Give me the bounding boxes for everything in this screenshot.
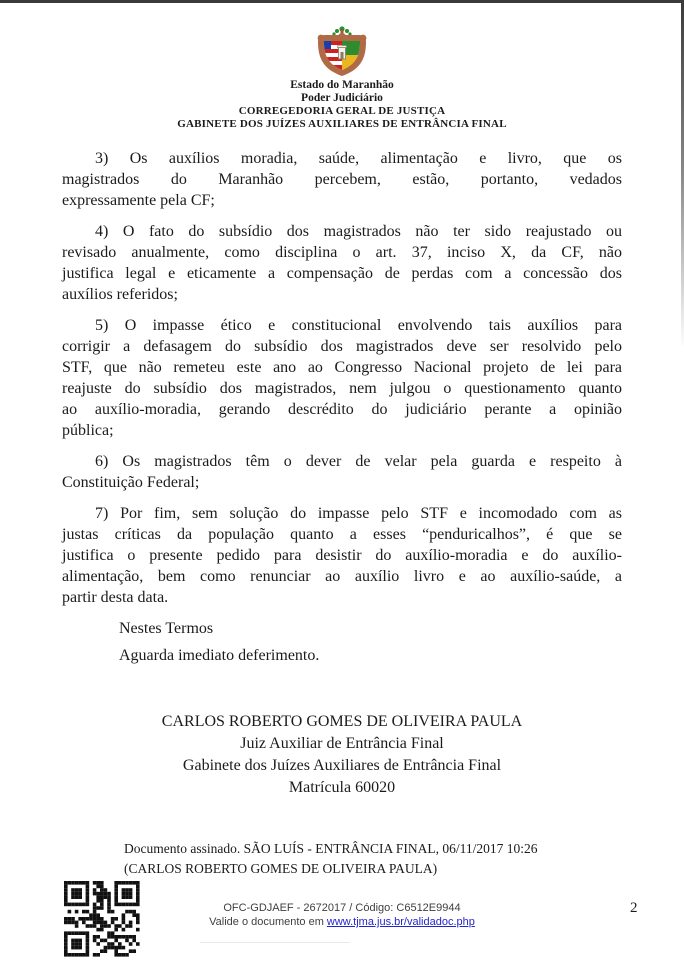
- signature-name: CARLOS ROBERTO GOMES DE OLIVEIRA PAULA: [161, 713, 523, 730]
- footer-center: [0, 901, 684, 929]
- closing-line-deferment: Aguarda imediato deferimento.: [119, 647, 320, 664]
- paragraph: 5) O impasse ético e constitucional envolvendo tais auxílios para corrigir a defasagem do subsídio dos magistrados deve ser resolvido pelo STF, que não remeteu este ano ao Congresso Nacional projeto de lei para reajuste do subsídio dos magistrados, nem julgou o questionamento quanto ao auxílio-moradia, gerando descrédito do judiciário perante a opinião pública;: [62, 317, 622, 439]
- paragraph: 6) Os magistrados têm o dever de velar pela guarda e respeito à Constituição Federal;: [62, 453, 622, 491]
- org-line-department: CORREGEDORIA GERAL DE JUSTIÇA: [238, 105, 446, 117]
- paragraph: 4) O fato do subsídio dos magistrados não ter sido reajustado ou revisado anualmente, como disciplina o art. 37, inciso X, da CF, não justifica legal e eticamente a compensação de perdas com a concessão dos auxílios referidos;: [62, 223, 622, 303]
- letterhead: [0, 0, 684, 131]
- closing-line-terms: Nestes Termos: [119, 620, 214, 637]
- footer-validate-prefix: Valide o documento em: [209, 916, 324, 928]
- org-line-branch: Poder Judiciário: [301, 92, 383, 104]
- signature-block: [62, 711, 622, 799]
- document-body: [62, 148, 622, 879]
- paragraph: 3) Os auxílios moradia, saúde, alimentação e livro, que os magistrados do Maranhão percebem, estão, portanto, vedados expressamente pela CF;: [62, 150, 622, 209]
- footer-validate-line: [0, 915, 684, 929]
- top-edge-line: [0, 0, 684, 3]
- signed-note: Documento assinado. SÃO LUÍS - ENTRÂNCIA FINAL, 06/11/2017 10:26 (CARLOS ROBERTO GOMES DE OLIVEIRA PAULA): [124, 841, 538, 876]
- validate-link[interactable]: www.tjma.jus.br/validadoc.php: [326, 916, 475, 928]
- org-line-office: GABINETE DOS JUÍZES AUXILIARES DE ENTRÂNCIA FINAL: [177, 118, 507, 130]
- org-line-state: Estado do Maranhão: [290, 79, 394, 91]
- signature-registration: Matrícula 60020: [288, 779, 396, 796]
- coat-of-arms-icon: [313, 25, 371, 77]
- footer-divider: [200, 942, 350, 943]
- signature-office: Gabinete dos Juízes Auxiliares de Entrância Final: [182, 757, 502, 774]
- closing-block: [119, 618, 622, 666]
- document-paragraphs: [62, 148, 622, 608]
- paragraph: 7) Por fim, sem solução do impasse pelo STF e incomodado com as justas críticas da população quanto a esses “penduricalhos”, é que se justifica o presente pedido para desistir do auxílio-moradia e do auxílio- alimentação, bem como renunciar ao auxílio livro e ao auxílio-saúde, a partir desta data.: [62, 505, 622, 606]
- signature-role: Juiz Auxiliar de Entrância Final: [240, 735, 444, 752]
- footer-doc-code: OFC-GDJAEF - 2672017 / Código: C6512E9944: [223, 902, 461, 914]
- page-number: 2: [630, 900, 638, 916]
